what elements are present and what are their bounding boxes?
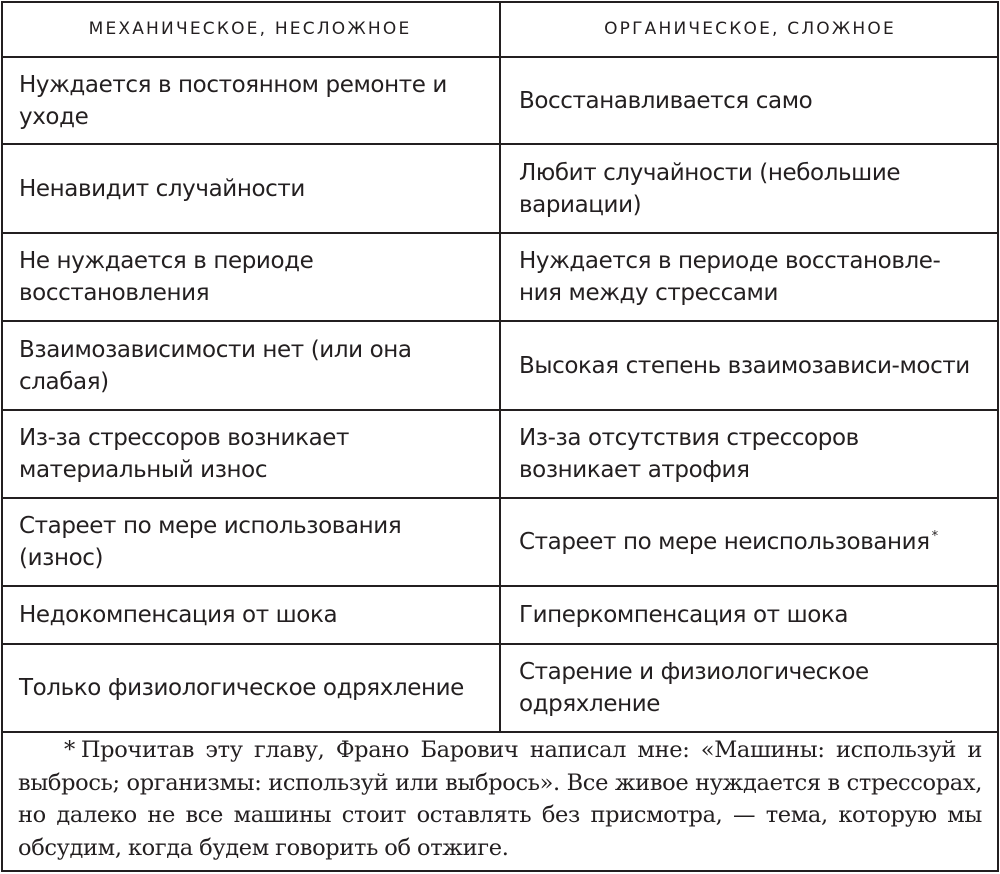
cell-mechanical: Ненавидит случайности [1, 144, 500, 233]
table-row [1, 586, 999, 644]
cell-organic-text: Стареет по мере неиспользования [519, 529, 930, 555]
comparison-table [1, 1, 999, 733]
cell-organic: Старение и физиологическое одряхление [500, 644, 999, 732]
table-row [1, 410, 999, 498]
cell-organic: Из-за отсутствия стрессоров возникает атрофия [500, 410, 999, 498]
table-row [1, 57, 999, 144]
footnote [18, 734, 982, 864]
cell-organic [500, 498, 999, 586]
cell-mechanical: Нуждается в постоянном ремонте и уходе [1, 57, 500, 144]
cell-mechanical: Из-за стрессоров возникает материальный износ [1, 410, 500, 498]
column-header-mechanical: МЕХАНИЧЕСКОЕ, НЕСЛОЖНОЕ [1, 1, 500, 57]
cell-organic: Гиперкомпенсация от шока [500, 586, 999, 644]
table-row [1, 498, 999, 586]
table-row [1, 233, 999, 321]
cell-mechanical: Стареет по мере использования (износ) [1, 498, 500, 586]
footnote-reference: * [931, 529, 938, 545]
cell-organic: Высокая степень взаимозависи-мости [500, 321, 999, 410]
cell-mechanical: Недокомпенсация от шока [1, 586, 500, 644]
column-header-organic: ОРГАНИЧЕСКОЕ, СЛОЖНОЕ [500, 1, 999, 57]
cell-organic: Восстанавливается само [500, 57, 999, 144]
footnote-text: Прочитав эту главу, Франо Барович написал мне: «Машины: используй и выбрось; организмы: используй или выбрось». Все живое нуждается в стрессорах, но далеко не все машины стоит оставлять без присмотра, — тема, которую мы обсудим, когда будем говорить об отжиге. [18, 737, 982, 861]
footnote-mark: * [64, 737, 75, 763]
table-row [1, 644, 999, 732]
table-header-row [1, 1, 999, 57]
cell-organic: Любит случайности (небольшие вариации) [500, 144, 999, 233]
cell-mechanical: Только физиологическое одряхление [1, 644, 500, 732]
table-row [1, 144, 999, 233]
cell-organic: Нуждается в периоде восстановле-ния между стрессами [500, 233, 999, 321]
table-row [1, 321, 999, 410]
cell-mechanical: Взаимозависимости нет (или она слабая) [1, 321, 500, 410]
cell-mechanical: Не нуждается в периоде восстановления [1, 233, 500, 321]
